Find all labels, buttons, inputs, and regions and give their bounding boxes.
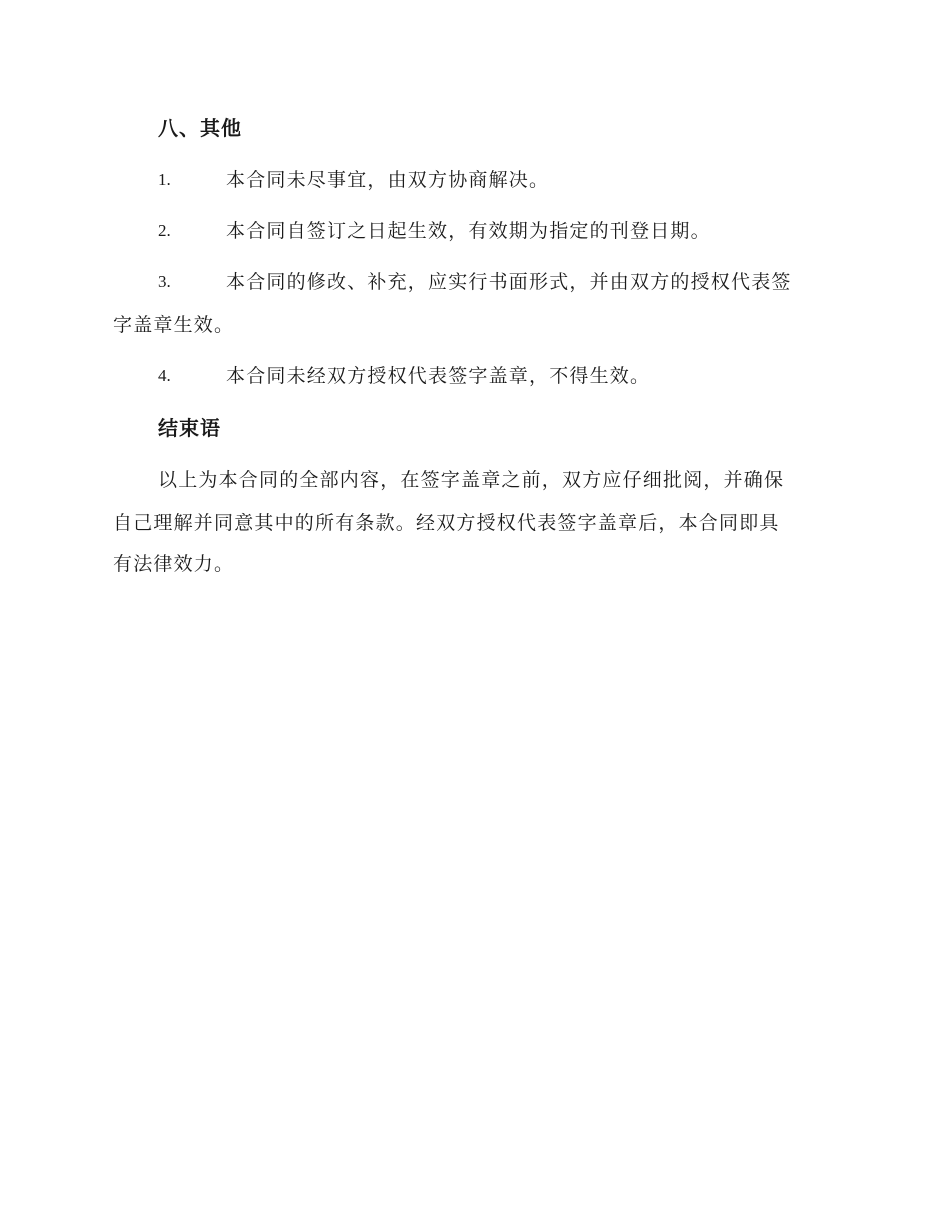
section-heading-other: 八、其他 bbox=[158, 116, 242, 140]
item-2-text: 本合同自签订之日起生效，有效期为指定的刊登日期。 bbox=[226, 220, 711, 242]
item-1-number: 1. bbox=[158, 170, 171, 189]
item-2-number: 2. bbox=[158, 221, 171, 240]
closing-paragraph-line-1: 以上为本合同的全部内容，在签字盖章之前，双方应仔细批阅，并确保 bbox=[158, 469, 785, 491]
item-1-text: 本合同未尽事宜，由双方协商解决。 bbox=[226, 169, 550, 191]
item-3-text-line-1: 本合同的修改、补充，应实行书面形式，并由双方的授权代表签 bbox=[226, 271, 792, 293]
item-4-number: 4. bbox=[158, 366, 171, 385]
closing-paragraph-line-2: 自己理解并同意其中的所有条款。经双方授权代表签字盖章后，本合同即具 bbox=[113, 512, 780, 534]
item-3-text-line-2: 字盖章生效。 bbox=[113, 314, 235, 336]
closing-paragraph-line-3: 有法律效力。 bbox=[113, 553, 235, 575]
closing-heading: 结束语 bbox=[158, 416, 221, 440]
item-3-number: 3. bbox=[158, 272, 171, 291]
item-4-text: 本合同未经双方授权代表签字盖章，不得生效。 bbox=[226, 365, 651, 387]
